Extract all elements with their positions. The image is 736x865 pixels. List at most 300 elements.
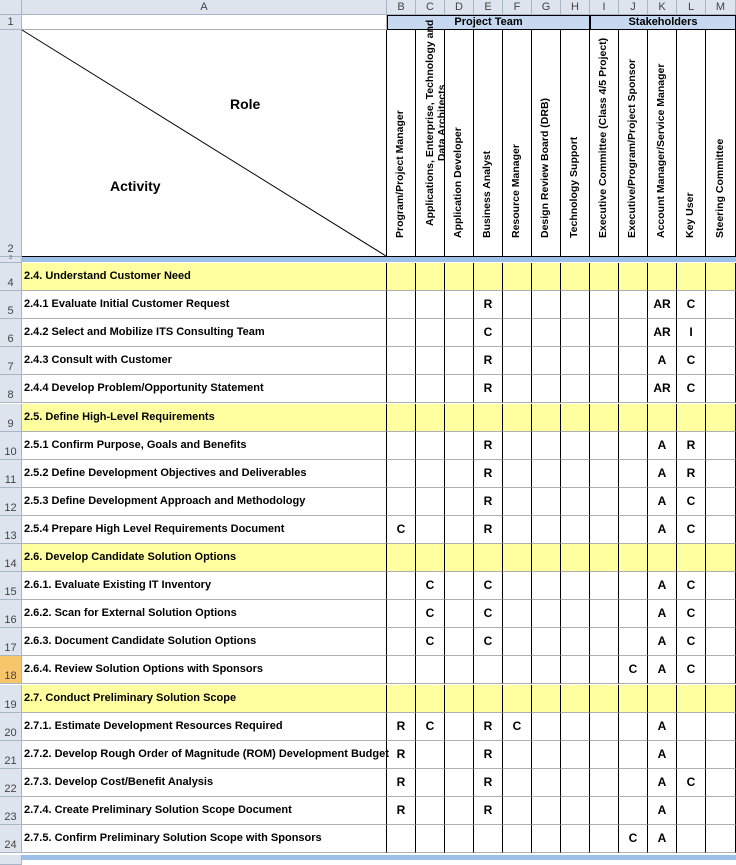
raci-cell[interactable] [561,432,590,460]
raci-cell[interactable] [387,432,416,460]
row-header-12[interactable] [0,488,22,516]
raci-cell[interactable]: C [416,572,445,600]
raci-cell[interactable]: R [474,347,503,375]
raci-cell[interactable]: C [677,572,706,600]
raci-cell[interactable] [561,769,590,797]
raci-cell[interactable] [532,516,561,544]
activity-cell[interactable]: 2.5.4 Prepare High Level Requirements Document [22,516,387,544]
role-header-7[interactable] [561,30,590,257]
raci-cell[interactable] [677,825,706,853]
raci-cell[interactable] [416,769,445,797]
raci-cell[interactable] [532,488,561,516]
raci-cell[interactable] [532,713,561,741]
raci-cell[interactable]: R [387,713,416,741]
raci-cell[interactable]: R [677,432,706,460]
raci-cell[interactable]: R [387,741,416,769]
raci-cell[interactable] [445,685,474,713]
row-header-4[interactable] [0,263,22,291]
raci-cell[interactable] [619,319,648,347]
raci-cell[interactable] [532,544,561,572]
raci-cell[interactable] [590,797,619,825]
raci-cell[interactable] [561,488,590,516]
column-header-f[interactable]: F [503,0,532,15]
raci-cell[interactable] [706,375,736,403]
raci-cell[interactable] [445,263,474,291]
raci-cell[interactable] [706,263,736,291]
raci-cell[interactable] [387,685,416,713]
raci-cell[interactable] [706,488,736,516]
raci-cell[interactable] [561,713,590,741]
raci-cell[interactable] [416,291,445,319]
raci-cell[interactable] [619,544,648,572]
raci-cell[interactable]: A [648,797,677,825]
raci-cell[interactable]: C [677,488,706,516]
raci-cell[interactable] [532,825,561,853]
raci-cell[interactable] [387,460,416,488]
row-header-6[interactable] [0,319,22,347]
raci-cell[interactable] [561,375,590,403]
raci-cell[interactable]: A [648,741,677,769]
activity-cell[interactable]: 2.4.3 Consult with Customer [22,347,387,375]
row-header-18[interactable] [0,656,22,684]
raci-cell[interactable]: R [387,769,416,797]
role-header-9[interactable] [619,30,648,257]
raci-cell[interactable] [503,291,532,319]
activity-group-cell[interactable]: 2.5. Define High-Level Requirements [22,404,387,432]
row-header-7[interactable] [0,347,22,375]
row-header-9[interactable] [0,404,22,432]
row-header-19[interactable] [0,685,22,713]
role-header-8[interactable] [590,30,619,257]
raci-cell[interactable] [619,291,648,319]
raci-cell[interactable] [532,600,561,628]
raci-cell[interactable] [648,404,677,432]
raci-cell[interactable] [503,656,532,684]
raci-cell[interactable] [416,825,445,853]
select-all-corner[interactable] [0,0,22,15]
row-header-15[interactable] [0,572,22,600]
raci-cell[interactable] [561,741,590,769]
raci-cell[interactable] [445,656,474,684]
raci-cell[interactable]: A [648,656,677,684]
raci-cell[interactable] [561,347,590,375]
raci-cell[interactable]: AR [648,319,677,347]
raci-cell[interactable] [590,375,619,403]
column-header-j[interactable]: J [619,0,648,15]
raci-cell[interactable] [590,516,619,544]
row-header-1[interactable] [0,15,22,30]
raci-cell[interactable]: A [648,488,677,516]
raci-cell[interactable] [706,769,736,797]
raci-cell[interactable]: A [648,713,677,741]
raci-cell[interactable] [706,656,736,684]
raci-cell[interactable] [706,797,736,825]
raci-cell[interactable]: R [387,797,416,825]
role-header-3[interactable] [445,30,474,257]
raci-cell[interactable] [503,375,532,403]
row-header-24[interactable] [0,825,22,853]
raci-cell[interactable] [619,347,648,375]
raci-cell[interactable] [532,404,561,432]
raci-cell[interactable] [706,460,736,488]
raci-cell[interactable] [532,375,561,403]
raci-cell[interactable] [561,516,590,544]
raci-cell[interactable] [648,544,677,572]
raci-cell[interactable]: R [474,432,503,460]
raci-cell[interactable] [561,797,590,825]
raci-cell[interactable] [590,404,619,432]
raci-cell[interactable] [706,572,736,600]
raci-cell[interactable] [503,347,532,375]
raci-cell[interactable] [445,628,474,656]
raci-cell[interactable] [532,572,561,600]
raci-cell[interactable] [503,769,532,797]
raci-cell[interactable] [474,544,503,572]
role-header-4[interactable] [474,30,503,257]
raci-cell[interactable] [561,544,590,572]
raci-cell[interactable] [503,432,532,460]
raci-cell[interactable] [706,685,736,713]
raci-cell[interactable] [474,825,503,853]
raci-cell[interactable] [503,797,532,825]
raci-cell[interactable] [445,319,474,347]
raci-cell[interactable] [590,263,619,291]
column-header-i[interactable]: I [590,0,619,15]
raci-cell[interactable] [532,769,561,797]
row-header-10[interactable] [0,432,22,460]
raci-cell[interactable] [619,404,648,432]
raci-cell[interactable]: A [648,432,677,460]
raci-cell[interactable] [706,600,736,628]
raci-cell[interactable] [503,319,532,347]
column-header-a[interactable]: A [22,0,387,15]
raci-cell[interactable]: R [474,741,503,769]
group-header-stakeholders[interactable]: Stakeholders [590,15,736,30]
raci-cell[interactable] [706,516,736,544]
raci-cell[interactable] [445,600,474,628]
raci-cell[interactable]: C [387,516,416,544]
activity-group-cell[interactable]: 2.7. Conduct Preliminary Solution Scope [22,685,387,713]
raci-cell[interactable] [445,488,474,516]
raci-cell[interactable]: A [648,628,677,656]
raci-cell[interactable]: C [474,600,503,628]
raci-cell[interactable] [619,797,648,825]
raci-cell[interactable] [706,432,736,460]
raci-cell[interactable]: R [474,713,503,741]
raci-cell[interactable]: C [677,375,706,403]
raci-cell[interactable] [619,488,648,516]
raci-cell[interactable] [416,432,445,460]
raci-cell[interactable] [619,572,648,600]
raci-cell[interactable] [445,516,474,544]
raci-cell[interactable] [387,825,416,853]
raci-cell[interactable] [532,347,561,375]
activity-cell[interactable]: 2.6.2. Scan for External Solution Options [22,600,387,628]
activity-cell[interactable]: 2.5.3 Define Development Approach and Methodology [22,488,387,516]
raci-cell[interactable] [619,600,648,628]
raci-cell[interactable]: AR [648,375,677,403]
role-header-1[interactable] [387,30,416,257]
raci-cell[interactable] [590,572,619,600]
raci-cell[interactable]: A [648,600,677,628]
role-header-10[interactable] [648,30,677,257]
raci-cell[interactable] [416,516,445,544]
role-header-2[interactable] [416,19,448,257]
raci-cell[interactable] [706,713,736,741]
raci-cell[interactable] [619,375,648,403]
raci-cell[interactable] [416,797,445,825]
raci-cell[interactable]: A [648,516,677,544]
raci-cell[interactable] [590,656,619,684]
raci-cell[interactable] [503,516,532,544]
raci-cell[interactable] [590,685,619,713]
raci-cell[interactable] [561,628,590,656]
raci-cell[interactable] [387,572,416,600]
activity-cell[interactable]: 2.7.2. Develop Rough Order of Magnitude (ROM) Development Budget [22,741,387,769]
raci-cell[interactable] [503,572,532,600]
raci-cell[interactable] [706,291,736,319]
raci-cell[interactable]: C [677,628,706,656]
raci-cell[interactable] [445,347,474,375]
raci-cell[interactable] [503,825,532,853]
column-header-d[interactable]: D [445,0,474,15]
role-activity-corner-cell[interactable] [22,30,387,257]
raci-cell[interactable] [445,544,474,572]
raci-cell[interactable] [416,685,445,713]
raci-cell[interactable]: C [677,769,706,797]
raci-cell[interactable] [590,544,619,572]
raci-cell[interactable] [590,488,619,516]
raci-cell[interactable] [648,263,677,291]
role-header-12[interactable] [706,30,736,257]
raci-cell[interactable] [677,685,706,713]
raci-cell[interactable] [445,291,474,319]
raci-cell[interactable] [648,685,677,713]
activity-cell[interactable]: 2.7.1. Estimate Development Resources Required [22,713,387,741]
raci-cell[interactable] [445,797,474,825]
raci-cell[interactable]: A [648,460,677,488]
raci-cell[interactable] [387,347,416,375]
raci-cell[interactable] [532,656,561,684]
row-header-8[interactable] [0,375,22,403]
raci-cell[interactable] [619,263,648,291]
raci-cell[interactable]: C [416,600,445,628]
activity-cell[interactable]: 2.6.4. Review Solution Options with Sponsors [22,656,387,684]
column-header-m[interactable]: M [706,0,736,15]
raci-cell[interactable] [503,600,532,628]
column-header-h[interactable]: H [561,0,590,15]
column-header-b[interactable]: B [387,0,416,15]
raci-cell[interactable]: AR [648,291,677,319]
raci-cell[interactable] [445,741,474,769]
raci-cell[interactable]: C [474,628,503,656]
raci-cell[interactable] [561,291,590,319]
raci-cell[interactable] [619,432,648,460]
activity-cell[interactable]: 2.5.2 Define Development Objectives and Deliverables [22,460,387,488]
raci-cell[interactable] [532,291,561,319]
raci-cell[interactable] [561,263,590,291]
raci-cell[interactable]: C [677,600,706,628]
raci-cell[interactable] [677,263,706,291]
raci-cell[interactable]: C [416,628,445,656]
raci-cell[interactable]: R [474,769,503,797]
raci-cell[interactable]: R [474,460,503,488]
role-header-11[interactable] [677,30,706,257]
raci-cell[interactable] [677,713,706,741]
raci-cell[interactable] [416,460,445,488]
column-header-k[interactable]: K [648,0,677,15]
raci-cell[interactable]: A [648,825,677,853]
row-header-17[interactable] [0,628,22,656]
raci-cell[interactable] [590,741,619,769]
raci-cell[interactable]: C [416,713,445,741]
raci-cell[interactable] [387,319,416,347]
raci-cell[interactable] [532,741,561,769]
raci-cell[interactable] [532,263,561,291]
row-header-2[interactable] [0,30,22,257]
raci-cell[interactable] [503,628,532,656]
raci-cell[interactable]: A [648,347,677,375]
raci-cell[interactable]: A [648,769,677,797]
raci-cell[interactable] [503,544,532,572]
activity-cell[interactable]: 2.4.4 Develop Problem/Opportunity Statement [22,375,387,403]
raci-cell[interactable] [590,460,619,488]
activity-cell[interactable]: 2.6.1. Evaluate Existing IT Inventory [22,572,387,600]
raci-cell[interactable] [532,432,561,460]
cell-a1[interactable] [22,15,387,30]
raci-cell[interactable] [706,347,736,375]
row-header-23[interactable] [0,797,22,825]
activity-cell[interactable]: 2.4.2 Select and Mobilize ITS Consulting Team [22,319,387,347]
raci-cell[interactable] [387,628,416,656]
raci-cell[interactable] [445,404,474,432]
raci-cell[interactable] [445,713,474,741]
raci-cell[interactable]: C [677,516,706,544]
raci-cell[interactable]: C [619,656,648,684]
raci-cell[interactable] [416,544,445,572]
raci-cell[interactable] [561,685,590,713]
raci-cell[interactable] [590,713,619,741]
raci-cell[interactable] [590,825,619,853]
raci-cell[interactable] [619,628,648,656]
raci-cell[interactable]: A [648,572,677,600]
raci-cell[interactable]: C [677,291,706,319]
raci-cell[interactable] [619,769,648,797]
raci-cell[interactable] [590,347,619,375]
raci-cell[interactable] [416,741,445,769]
raci-cell[interactable] [706,319,736,347]
raci-cell[interactable]: R [474,516,503,544]
raci-cell[interactable]: I [677,319,706,347]
raci-cell[interactable] [503,685,532,713]
activity-cell[interactable]: 2.5.1 Confirm Purpose, Goals and Benefits [22,432,387,460]
row-header-16[interactable] [0,600,22,628]
raci-cell[interactable] [561,600,590,628]
role-header-6[interactable] [532,30,561,257]
raci-cell[interactable] [561,825,590,853]
raci-cell[interactable] [561,404,590,432]
raci-cell[interactable] [387,600,416,628]
raci-cell[interactable] [474,656,503,684]
row-header-22[interactable] [0,769,22,797]
raci-cell[interactable] [445,572,474,600]
raci-cell[interactable] [677,404,706,432]
row-header-20[interactable] [0,713,22,741]
activity-group-cell[interactable]: 2.4. Understand Customer Need [22,263,387,291]
raci-cell[interactable] [416,488,445,516]
column-header-l[interactable]: L [677,0,706,15]
raci-cell[interactable] [503,404,532,432]
raci-cell[interactable] [677,797,706,825]
raci-cell[interactable]: C [503,713,532,741]
raci-cell[interactable]: C [677,656,706,684]
raci-cell[interactable] [445,375,474,403]
row-header-21[interactable] [0,741,22,769]
column-header-g[interactable]: G [532,0,561,15]
raci-cell[interactable]: R [677,460,706,488]
raci-cell[interactable] [532,319,561,347]
raci-cell[interactable] [561,460,590,488]
raci-cell[interactable] [416,263,445,291]
raci-cell[interactable] [561,572,590,600]
raci-cell[interactable]: R [474,797,503,825]
activity-cell[interactable]: 2.7.4. Create Preliminary Solution Scope Document [22,797,387,825]
raci-cell[interactable] [590,600,619,628]
raci-cell[interactable] [706,544,736,572]
raci-cell[interactable] [619,516,648,544]
raci-cell[interactable]: C [677,347,706,375]
role-header-5[interactable] [503,30,532,257]
raci-cell[interactable] [619,460,648,488]
activity-cell[interactable]: 2.7.5. Confirm Preliminary Solution Scope with Sponsors [22,825,387,853]
raci-cell[interactable] [590,319,619,347]
row-header-14[interactable] [0,544,22,572]
raci-cell[interactable] [561,656,590,684]
raci-cell[interactable] [590,291,619,319]
raci-cell[interactable] [474,685,503,713]
raci-cell[interactable] [706,628,736,656]
raci-cell[interactable] [590,432,619,460]
raci-cell[interactable] [416,375,445,403]
raci-cell[interactable] [532,797,561,825]
raci-cell[interactable]: C [474,319,503,347]
column-header-e[interactable]: E [474,0,503,15]
raci-cell[interactable] [503,741,532,769]
activity-cell[interactable]: 2.7.3. Develop Cost/Benefit Analysis [22,769,387,797]
raci-cell[interactable] [416,347,445,375]
row-header-11[interactable] [0,460,22,488]
raci-cell[interactable] [532,685,561,713]
activity-cell[interactable]: 2.4.1 Evaluate Initial Customer Request [22,291,387,319]
row-header-25[interactable] [0,855,22,865]
row-header-5[interactable] [0,291,22,319]
raci-cell[interactable] [416,656,445,684]
raci-cell[interactable] [619,741,648,769]
raci-cell[interactable] [590,769,619,797]
raci-cell[interactable] [387,544,416,572]
raci-cell[interactable] [474,263,503,291]
raci-cell[interactable]: C [619,825,648,853]
row-header-13[interactable] [0,516,22,544]
raci-cell[interactable] [445,432,474,460]
raci-cell[interactable] [561,319,590,347]
raci-cell[interactable] [445,769,474,797]
raci-cell[interactable] [677,544,706,572]
raci-cell[interactable] [619,685,648,713]
raci-cell[interactable] [503,488,532,516]
raci-cell[interactable] [532,628,561,656]
column-header-c[interactable]: C [416,0,445,15]
